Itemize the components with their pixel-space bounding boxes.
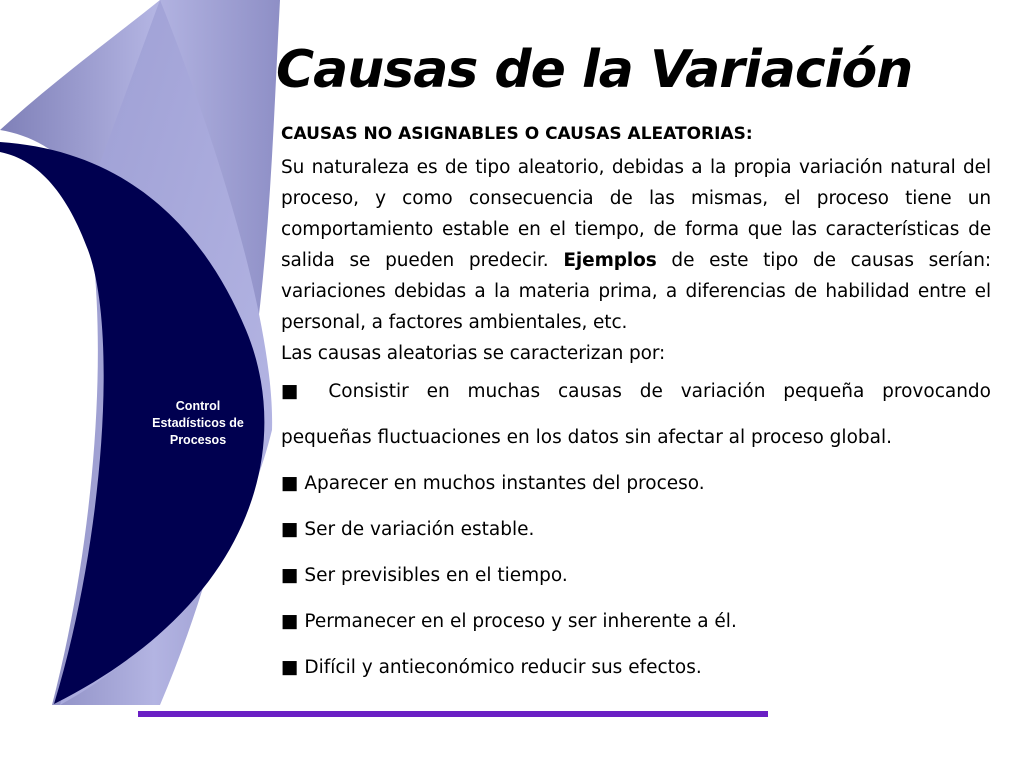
list-item-text: Consistir en muchas causas de variación pequeña provocando [328,381,991,402]
side-label-line-2: Estadísticos de [152,416,244,430]
bottom-rule [138,711,768,717]
section-heading: CAUSAS NO ASIGNABLES O CAUSAS ALEATORIAS: [281,124,753,144]
list-item [281,461,991,507]
list-item-text: Ser de variación estable. [304,519,535,540]
list-item [281,369,991,415]
slide-title: Causas de la Variación [276,40,913,100]
list-item-text: Permanecer en el proceso y ser inherente a él. [304,611,737,632]
side-label-line-1: Control [175,399,221,413]
paragraph-part-2: de este tipo de causas serían: variaciones debidas a la materia prima, a diferencias de habilidad entre el personal, a factores ambientales, etc. [281,250,992,333]
side-label-line-3: Procesos [169,433,227,447]
side-label [138,398,258,449]
bullet-marker: ■ [281,473,299,494]
bullet-marker: ■ [281,519,299,540]
bullet-marker: ■ [281,381,311,402]
characteristics-list [281,369,991,691]
lead-in-text: Las causas aleatorias se caracterizan por: [281,343,666,364]
list-item [281,599,991,645]
list-item [281,553,991,599]
bullet-marker: ■ [281,611,299,632]
description-paragraph [281,152,991,338]
bullet-marker: ■ [281,565,299,586]
list-item-continuation [281,415,991,461]
decorative-swoosh [0,0,300,768]
paragraph-part-1: Su naturaleza es de tipo aleatorio, debidas a la propia variación natural del proceso, y como consecuencia de las mismas, el proceso tiene un comportamiento estable en el tiempo, de forma que las características de salida se pueden predecir. [281,157,991,271]
paragraph-emphasis: Ejemplos [563,250,657,271]
slide-content [281,119,991,691]
list-item-text: Difícil y antieconómico reducir sus efectos. [304,657,702,678]
list-item [281,645,991,691]
list-item-text: Aparecer en muchos instantes del proceso. [304,473,705,494]
list-item [281,507,991,553]
list-item-text: pequeñas fluctuaciones en los datos sin afectar al proceso global. [281,427,892,448]
list-item-text: Ser previsibles en el tiempo. [304,565,568,586]
bullet-marker: ■ [281,657,299,678]
